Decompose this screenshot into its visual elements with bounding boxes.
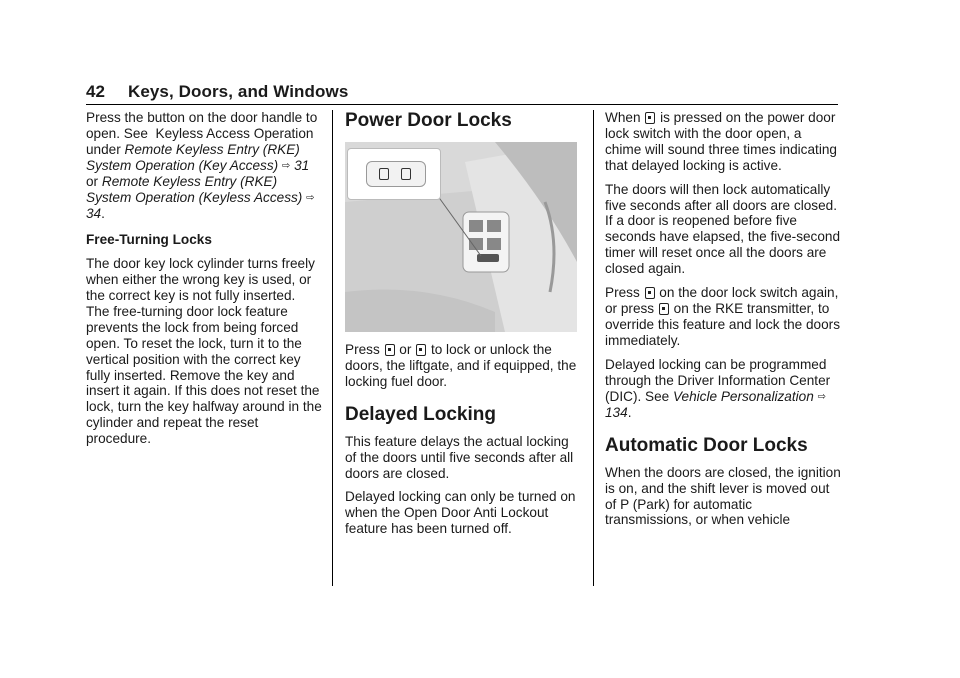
page-ref-arrow-icon: ⇨ (817, 390, 826, 402)
paragraph: The door key lock cylinder turns freely when either the wrong key is used, or the correct key is not fully inserted. The free-turning door lock feature prevents the lock from being forced open. To reset the lock, turn it to the vertical position with the correct key fully inserted. Remove the key and insert it again. If this does not reset the lock, turn the key halfway around in the cylinder and repeat the reset procedure. (86, 256, 322, 447)
lock-switch (366, 161, 426, 187)
paragraph: Press the button on the door handle to open. See Keyless Access Operation under Remote Keyless Entry (RKE) System Operation (Key Access) ⇨ 31 or Remote Keyless Entry (RKE) System Operation (Keyless Access) ⇨ 34. (86, 110, 318, 222)
paragraph: Press on the door lock switch again, or press on the RKE transmitter, to override this feature and lock the doors immediately. (605, 285, 841, 348)
lock-icon (385, 344, 395, 356)
paragraph: Press or to lock or unlock the doors, the liftgate, and if equipped, the locking fuel door. (345, 342, 577, 389)
section-heading: Automatic Door Locks (605, 434, 808, 456)
switch-callout (347, 148, 441, 200)
page-ref[interactable]: 134 (605, 404, 628, 420)
paragraph: Delayed locking can only be turned on when the Open Door Anti Lockout feature has been turned off. (345, 489, 576, 537)
reference-link[interactable]: Vehicle Personalization (672, 388, 814, 404)
lock-icon (659, 303, 669, 315)
column-2 (345, 110, 581, 545)
section-title: Keys, Doors, and Windows (127, 82, 349, 101)
reference-link[interactable]: Remote Keyless Entry (RKE) System Operation (Key Access) (86, 141, 300, 173)
unlock-icon (379, 168, 389, 180)
page-ref-arrow-icon: ⇨ (281, 160, 291, 172)
paragraph: When is pressed on the power door lock switch with the door open, a chime will sound three times indicating that delayed locking is active. (605, 110, 837, 173)
door-lock-switch-figure (345, 142, 577, 332)
page-ref[interactable]: 34 (86, 206, 102, 222)
column-1 (86, 110, 322, 455)
page-ref[interactable]: 31 (294, 157, 310, 173)
section-heading: Power Door Locks (345, 110, 512, 131)
lock-icon (645, 287, 655, 299)
paragraph: This feature delays the actual locking of the doors until five seconds after all doors are closed. (345, 433, 574, 481)
paragraph: When the doors are closed, the ignition is on, and the shift lever is moved out of P (Park) for automatic transmissions, or when vehicle (605, 464, 841, 528)
lock-icon (401, 168, 411, 180)
page-number: 42 (86, 82, 106, 101)
column-divider-2 (593, 110, 594, 586)
unlock-icon (416, 344, 426, 356)
lock-icon (645, 112, 655, 124)
sub-heading: Free-Turning Locks (86, 232, 212, 248)
page-ref-arrow-icon: ⇨ (306, 192, 315, 204)
column-divider-1 (332, 110, 333, 586)
reference-link[interactable]: Remote Keyless Entry (RKE) System Operation (Keyless Access) (86, 174, 303, 205)
section-heading: Delayed Locking (345, 403, 496, 425)
column-3 (605, 110, 841, 536)
paragraph: The doors will then lock automatically five seconds after all doors are closed. If a door is reopened before five seconds have elapsed, the five-second timer will reset once all the doors are closed again. (605, 181, 841, 277)
header-rule (86, 104, 838, 105)
paragraph: Delayed locking can be programmed through the Driver Information Center (DIC). See Vehicle Personalization ⇨ 134. (605, 356, 831, 420)
page-header (86, 82, 348, 102)
